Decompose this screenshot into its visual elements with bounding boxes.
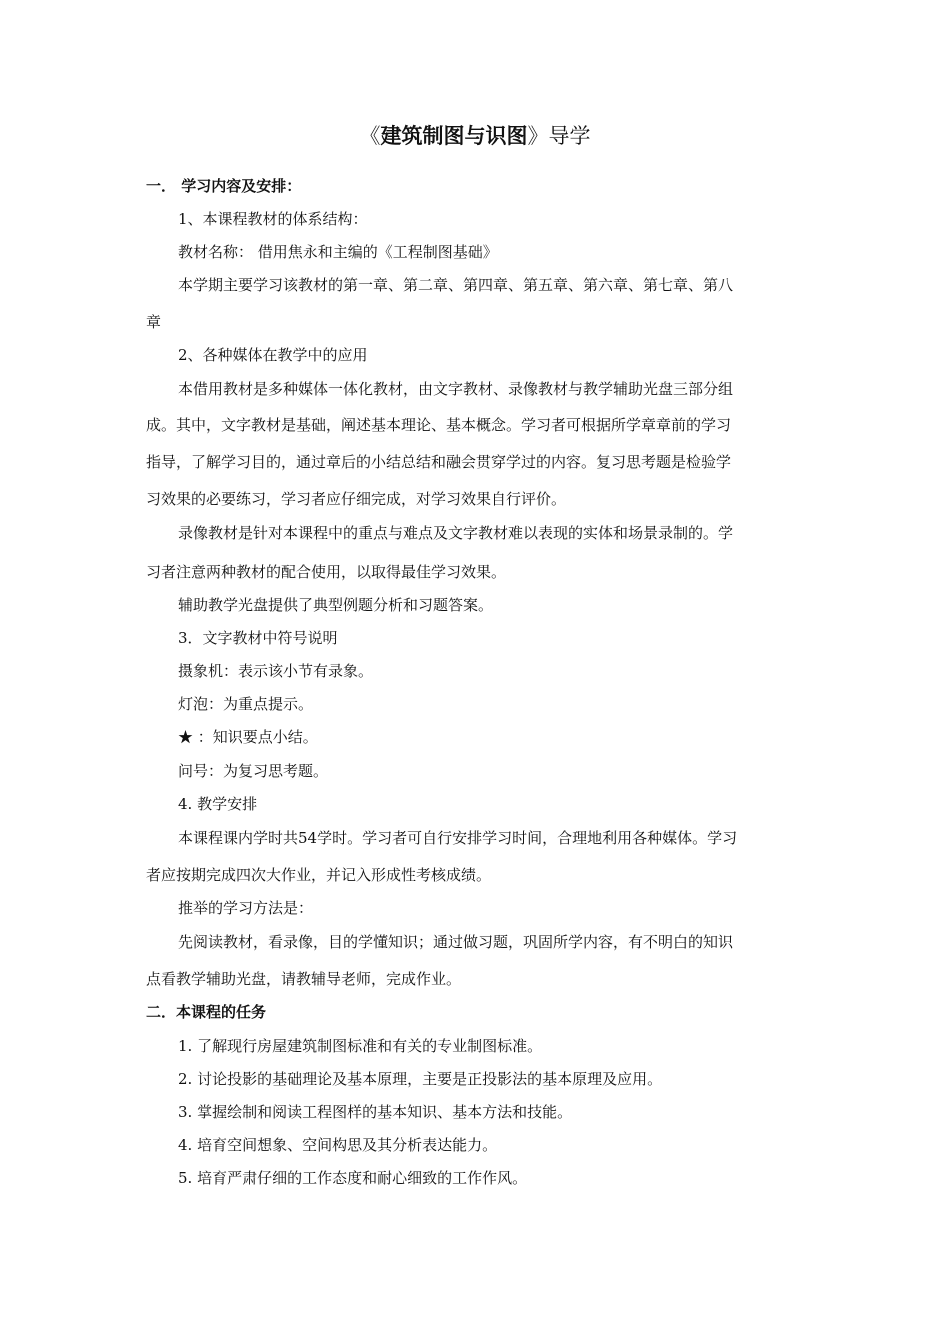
- title-main: 建筑制图与识图: [380, 123, 528, 148]
- title-open-bracket: 《: [359, 124, 381, 148]
- textbook-name: 教材名称： 借用焦永和主编的《工程制图基础》: [178, 243, 498, 261]
- task-item: 3. 掌握绘制和阅读工程图样的基本知识、基本方法和技能。: [178, 1103, 573, 1121]
- document-title: [0, 120, 950, 152]
- para-2-line-b: 习者注意两种教材的配合使用，以取得最佳学习效果。: [146, 563, 507, 581]
- task-item: 2. 讨论投影的基础理论及基本原理，主要是正投影法的基本原理及应用。: [178, 1070, 663, 1088]
- item-3-title: 3．文字教材中符号说明: [178, 629, 338, 647]
- task-item: 5. 培育严肃仔细的工作态度和耐心细致的工作作风。: [178, 1169, 528, 1187]
- section-2-heading: 二．本课程的任务: [146, 1003, 267, 1021]
- chapters-line-b: 章: [146, 313, 162, 331]
- para-6-line-b: 点看教学辅助光盘，请教辅导老师，完成作业。: [146, 970, 462, 988]
- para-4-line-b: 者应按期完成四次大作业，并记入形成性考核成绩。: [146, 866, 492, 884]
- task-item: 1. 了解现行房屋建筑制图标准和有关的专业制图标准。: [178, 1037, 543, 1055]
- para-1-line-b: 成。其中，文字教材是基础，阐述基本理论、基本概念。学习者可根据所学章章前的学习: [146, 416, 732, 434]
- item-1-title: 1、本课程教材的体系结构：: [178, 210, 368, 228]
- title-close: 》导学: [527, 124, 591, 148]
- para-2-line-a: 录像教材是针对本课程中的重点与难点及文字教材难以表现的实体和场景录制的。学: [178, 524, 734, 542]
- symbol-star: ★ ：知识要点小结。: [178, 728, 318, 746]
- item-2-title: 2、各种媒体在教学中的应用: [178, 346, 368, 364]
- section-1-heading: 一． 学习内容及安排：: [146, 177, 302, 195]
- item-4-title: 4. 教学安排: [178, 795, 258, 813]
- para-6-line-a: 先阅读教材，看录像，目的学懂知识；通过做习题，巩固所学内容，有不明白的知识: [178, 933, 734, 951]
- symbol-question: 问号：为复习思考题。: [178, 762, 329, 780]
- symbol-camera: 摄象机：表示该小节有录象。: [178, 662, 374, 680]
- symbol-bulb: 灯泡：为重点提示。: [178, 695, 314, 713]
- chapters-line-a: 本学期主要学习该教材的第一章、第二章、第四章、第五章、第六章、第七章、第八: [178, 276, 734, 294]
- para-1-line-c: 指导，了解学习目的，通过章后的小结总结和融会贯穿学过的内容。复习思考题是检验学: [146, 453, 732, 471]
- para-4-line-a: 本课程课内学时共54学时。学习者可自行安排学习时间，合理地利用各种媒体。学习: [178, 829, 738, 847]
- para-5: 推举的学习方法是：: [178, 899, 314, 917]
- task-item: 4. 培育空间想象、空间构思及其分析表达能力。: [178, 1136, 498, 1154]
- para-1-line-d: 习效果的必要练习，学习者应仔细完成，对学习效果自行评价。: [146, 490, 567, 508]
- para-1-line-a: 本借用教材是多种媒体一体化教材，由文字教材、录像教材与教学辅助光盘三部分组: [178, 380, 734, 398]
- para-3: 辅助教学光盘提供了典型例题分析和习题答案。: [178, 596, 494, 614]
